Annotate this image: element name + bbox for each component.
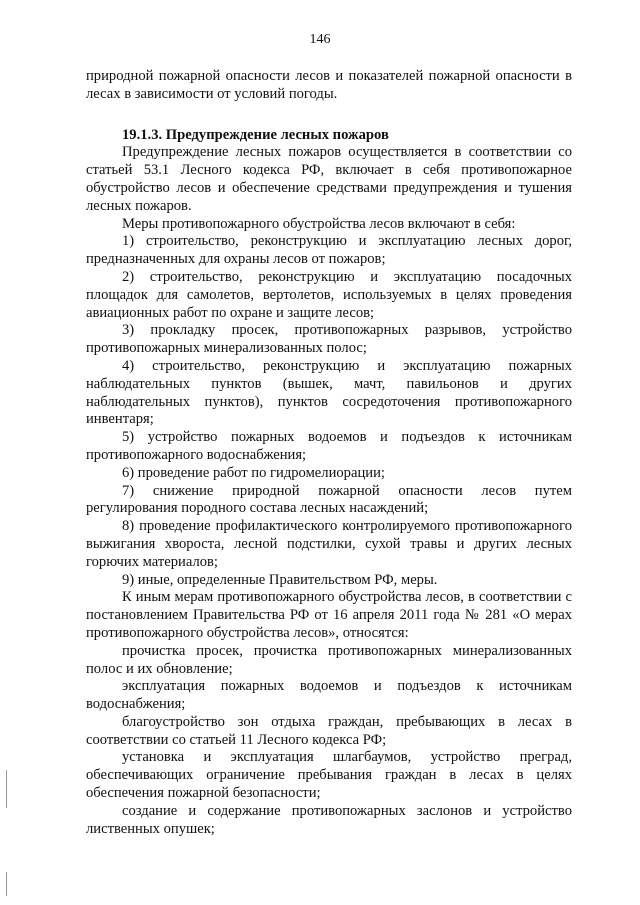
paragraph-continuation: природной пожарной опасности лесов и показателей пожарной опасности в лесах в зависимости от условий погоды. bbox=[86, 68, 572, 102]
list-item-6: 6) проведение работ по гидромелиорации; bbox=[122, 464, 385, 481]
other-measure-item: создание и содержание противопожарных заслонов и устройство лиственных опушек; bbox=[86, 802, 572, 837]
list-item-7: 7) снижение природной пожарной опасности лесов путем регулирования породного состава лесных насаждений; bbox=[86, 482, 572, 517]
list-item-8: 8) проведение профилактического контролируемого противопожарного выжигания хвороста, лесной подстилки, сухой травы и других лесных горючих материалов; bbox=[86, 518, 572, 570]
other-measure-item: благоустройство зон отдыха граждан, пребывающих в лесах в соответствии со статьей 11 Лесного кодекса РФ; bbox=[86, 713, 572, 748]
list-item-3: 3) прокладку просек, противопожарных разрывов, устройство противопожарных минерализованных полос; bbox=[86, 322, 572, 357]
list-item-2: 2) строительство, реконструкцию и эксплуатацию посадочных площадок для самолетов, вертолетов, используемых в целях проведения авиационных работ по охране и защите лесов; bbox=[86, 268, 572, 321]
list-item-1: 1) строительство, реконструкцию и эксплуатацию лесных дорог, предназначенных для охраны лесов от пожаров; bbox=[86, 233, 572, 268]
other-measure-item: установка и эксплуатация шлагбаумов, устройство преград, обеспечивающих ограничение пребывания граждан в лесах в целях обеспечения пожарной безопасности; bbox=[86, 749, 572, 802]
paragraph-other-measures: К иным мерам противопожарного обустройства лесов, в соответствии с постановлением Правительства РФ от 16 апреля 2011 года № 281 «О мерах противопожарного обустройства лесов», относятся: bbox=[86, 589, 572, 641]
other-measure-item: эксплуатация пожарных водоемов и подъездов к источникам водоснабжения; bbox=[86, 678, 572, 713]
page-number: 146 bbox=[309, 32, 331, 47]
list-item-4: 4) строительство, реконструкцию и эксплуатацию пожарных наблюдательных пунктов (вышек, мачт, павильонов и других наблюдательных пунктов), пунктов сосредоточения противопожарного инвентаря; bbox=[86, 357, 572, 428]
list-item-9: 9) иные, определенные Правительством РФ, меры. bbox=[122, 571, 438, 588]
scan-edge-mark bbox=[6, 872, 7, 896]
scan-edge-mark bbox=[6, 770, 7, 808]
section-heading: 19.1.3. Предупреждение лесных пожаров bbox=[122, 126, 389, 143]
paragraph-measures-lead: Меры противопожарного обустройства лесов включают в себя: bbox=[122, 215, 516, 232]
other-measure-item: прочистка просек, прочистка противопожарных минерализованных полос и их обновление; bbox=[86, 642, 572, 677]
document-body bbox=[86, 68, 572, 838]
list-item-5: 5) устройство пожарных водоемов и подъездов к источникам противопожарного водоснабжения; bbox=[86, 429, 572, 463]
paragraph-intro: Предупреждение лесных пожаров осуществляется в соответствии со статьей 53.1 Лесного кодекса РФ, включает в себя противопожарное обустройство лесов и обеспечение средствами предупреждения и тушения лесных пожаров. bbox=[86, 144, 572, 214]
